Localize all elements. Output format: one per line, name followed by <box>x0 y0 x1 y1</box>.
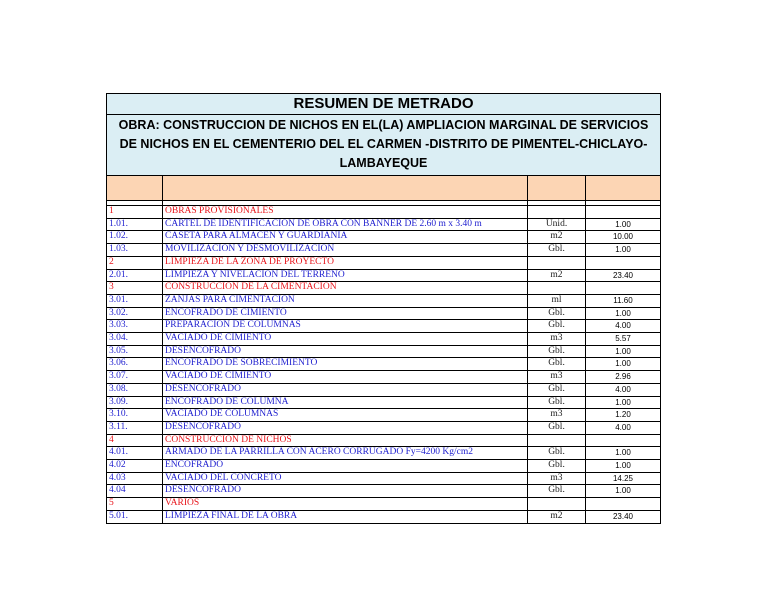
item-unit: Gbl. <box>528 460 586 473</box>
item-code: 3.06. <box>107 358 163 371</box>
item-quantity <box>586 434 661 447</box>
item-code: 3 <box>107 282 163 295</box>
item-code: 3.04. <box>107 333 163 346</box>
section-row <box>107 282 661 295</box>
table-row <box>107 345 661 358</box>
item-unit: Gbl. <box>528 307 586 320</box>
item-description: LIMPIEZA DE LA ZONA DE PROYECTO <box>163 256 528 269</box>
item-unit: m3 <box>528 333 586 346</box>
item-quantity: 1.00 <box>586 447 661 460</box>
item-unit: Gbl. <box>528 345 586 358</box>
item-unit: Gbl. <box>528 244 586 257</box>
item-code: 4 <box>107 434 163 447</box>
item-code: 3.01. <box>107 294 163 307</box>
item-unit: Unid. <box>528 218 586 231</box>
item-description: CASETA PARA ALMACEN Y GUARDIANIA <box>163 231 528 244</box>
item-quantity: 2.96 <box>586 371 661 384</box>
item-unit: Gbl. <box>528 447 586 460</box>
item-quantity: 10.00 <box>586 231 661 244</box>
item-unit <box>528 282 586 295</box>
item-unit: Gbl. <box>528 383 586 396</box>
item-quantity: 1.00 <box>586 307 661 320</box>
header-cell-unit <box>528 176 586 201</box>
table-row <box>107 320 661 333</box>
table-row <box>107 333 661 346</box>
item-unit <box>528 498 586 511</box>
item-unit: Gbl. <box>528 358 586 371</box>
item-code: 4.04 <box>107 485 163 498</box>
item-code: 5 <box>107 498 163 511</box>
item-quantity <box>586 498 661 511</box>
table-row <box>107 231 661 244</box>
table-row <box>107 409 661 422</box>
table-row <box>107 383 661 396</box>
item-unit: m2 <box>528 269 586 282</box>
header-cell-qty <box>586 176 661 201</box>
item-code: 3.11. <box>107 421 163 434</box>
item-description: VACIADO DE COLUMNAS <box>163 409 528 422</box>
item-quantity: 23.40 <box>586 510 661 523</box>
item-unit: m3 <box>528 409 586 422</box>
item-quantity: 4.00 <box>586 383 661 396</box>
item-description: CONSTRUCCION DE NICHOS <box>163 434 528 447</box>
section-row <box>107 256 661 269</box>
item-description: VACIADO DE CIMIENTO <box>163 371 528 384</box>
item-description: ENCOFRADO <box>163 460 528 473</box>
item-unit: m2 <box>528 231 586 244</box>
item-unit: m3 <box>528 472 586 485</box>
item-description: DESENCOFRADO <box>163 383 528 396</box>
item-description: DESENCOFRADO <box>163 485 528 498</box>
table-row <box>107 472 661 485</box>
item-code: 2 <box>107 256 163 269</box>
item-description: LIMPIEZA FINAL DE LA OBRA <box>163 510 528 523</box>
item-description: DESENCOFRADO <box>163 421 528 434</box>
item-code: 4.02 <box>107 460 163 473</box>
item-description: VARIOS <box>163 498 528 511</box>
item-quantity <box>586 256 661 269</box>
sheet-title: RESUMEN DE METRADO <box>107 94 661 115</box>
item-quantity: 4.00 <box>586 421 661 434</box>
obra-description: OBRA: CONSTRUCCION DE NICHOS EN EL(LA) AMPLIACION MARGINAL DE SERVICIOS DE NICHOS EN EL CEMENTERIO DEL EL CARMEN -DISTRITO DE PIMENTEL-CHICLAYO-LAMBAYEQUE <box>107 115 661 176</box>
item-quantity: 1.20 <box>586 409 661 422</box>
table-row <box>107 447 661 460</box>
item-quantity: 1.00 <box>586 396 661 409</box>
item-quantity: 1.00 <box>586 460 661 473</box>
item-description: LIMPIEZA Y NIVELACION DEL TERRENO <box>163 269 528 282</box>
item-quantity: 1.00 <box>586 358 661 371</box>
table-row <box>107 510 661 523</box>
item-code: 4.03 <box>107 472 163 485</box>
item-description: OBRAS PROVISIONALES <box>163 206 528 219</box>
item-quantity: 4.00 <box>586 320 661 333</box>
item-code: 2.01. <box>107 269 163 282</box>
item-quantity: 1.00 <box>586 244 661 257</box>
item-description: CONSTRUCCION DE LA CIMENTACION <box>163 282 528 295</box>
item-description: PREPARACION DE COLUMNAS <box>163 320 528 333</box>
item-code: 5.01. <box>107 510 163 523</box>
item-unit <box>528 206 586 219</box>
item-quantity: 23.40 <box>586 269 661 282</box>
item-quantity: 5.57 <box>586 333 661 346</box>
item-description: ENCOFRADO DE SOBRECIMIENTO <box>163 358 528 371</box>
item-description: MOVILIZACION Y DESMOVILIZACION <box>163 244 528 257</box>
header-cell-desc <box>163 176 528 201</box>
item-quantity: 11.60 <box>586 294 661 307</box>
item-code: 3.05. <box>107 345 163 358</box>
item-code: 1.01. <box>107 218 163 231</box>
item-description: DESENCOFRADO <box>163 345 528 358</box>
table-row <box>107 294 661 307</box>
table-row <box>107 269 661 282</box>
item-quantity <box>586 206 661 219</box>
section-row <box>107 434 661 447</box>
item-code: 3.10. <box>107 409 163 422</box>
table-row <box>107 396 661 409</box>
item-description: CARTEL DE IDENTIFICACION DE OBRA CON BANNER DE 2.60 m x 3.40 m <box>163 218 528 231</box>
item-unit <box>528 434 586 447</box>
table-row <box>107 244 661 257</box>
item-description: ARMADO DE LA PARRILLA CON ACERO CORRUGADO Fy=4200 Kg/cm2 <box>163 447 528 460</box>
item-description: ENCOFRADO DE CIMIENTO <box>163 307 528 320</box>
header-cell-code <box>107 176 163 201</box>
item-unit <box>528 256 586 269</box>
item-unit: Gbl. <box>528 485 586 498</box>
table-row <box>107 421 661 434</box>
item-quantity: 1.00 <box>586 485 661 498</box>
table-row <box>107 307 661 320</box>
item-description: ENCOFRADO DE COLUMNA <box>163 396 528 409</box>
item-code: 1.02. <box>107 231 163 244</box>
item-code: 4.01. <box>107 447 163 460</box>
item-quantity: 1.00 <box>586 345 661 358</box>
item-code: 3.09. <box>107 396 163 409</box>
item-description: ZANJAS PARA CIMENTACION <box>163 294 528 307</box>
item-quantity: 14.25 <box>586 472 661 485</box>
column-header-row <box>107 176 661 201</box>
section-row <box>107 206 661 219</box>
item-description: VACIADO DEL CONCRETO <box>163 472 528 485</box>
item-code: 3.08. <box>107 383 163 396</box>
item-quantity: 1.00 <box>586 218 661 231</box>
item-unit: m3 <box>528 371 586 384</box>
item-code: 1 <box>107 206 163 219</box>
item-unit: Gbl. <box>528 320 586 333</box>
item-unit: Gbl. <box>528 396 586 409</box>
item-code: 1.03. <box>107 244 163 257</box>
table-row <box>107 218 661 231</box>
item-unit: Gbl. <box>528 421 586 434</box>
item-description: VACIADO DE CIMIENTO <box>163 333 528 346</box>
item-code: 3.07. <box>107 371 163 384</box>
table-row <box>107 371 661 384</box>
item-code: 3.02. <box>107 307 163 320</box>
table-row <box>107 358 661 371</box>
item-code: 3.03. <box>107 320 163 333</box>
item-quantity <box>586 282 661 295</box>
metrado-table <box>106 93 661 524</box>
table-row <box>107 460 661 473</box>
item-unit: ml <box>528 294 586 307</box>
item-unit: m2 <box>528 510 586 523</box>
section-row <box>107 498 661 511</box>
table-row <box>107 485 661 498</box>
